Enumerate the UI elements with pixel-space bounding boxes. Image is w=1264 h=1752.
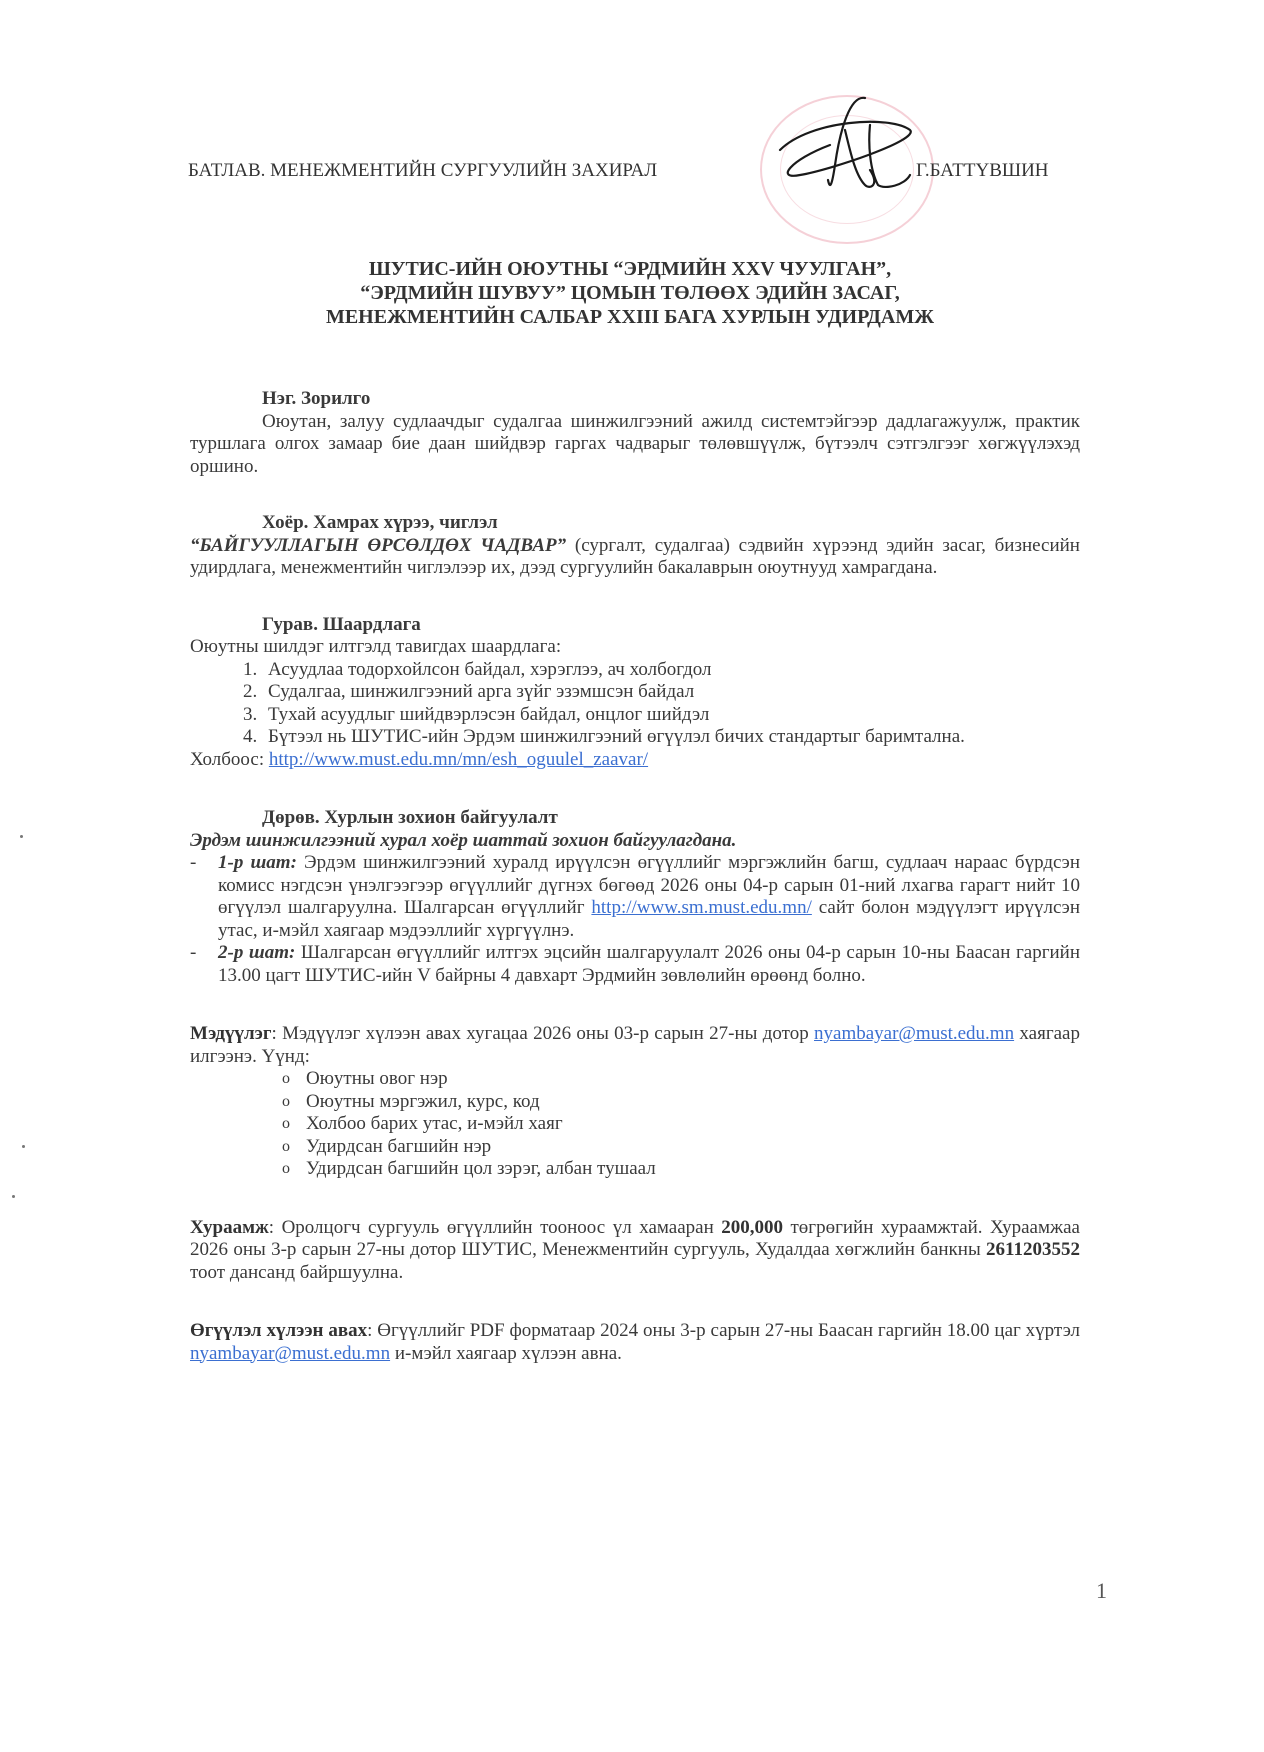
stage-1-text-2: сайт болон мэдүүлэгт ирүүлсэн утас, и-мэйл хаягаар мэдээллийг хүргүүлнэ. xyxy=(218,897,1080,941)
section-3-intro: Оюутны шилдэг илтгэлд тавигдах шаардлага: xyxy=(190,636,562,657)
requirement-item: 1. Асуудлаа тодорхойлсон байдал, хэрэглээ, ач холбогдол xyxy=(262,659,1080,682)
application-items-list xyxy=(190,1068,1080,1181)
guideline-link-line xyxy=(190,749,1080,772)
requirements-list xyxy=(190,659,1080,749)
requirement-item: 4. Бүтээл нь ШУТИС-ийн Эрдэм шинжилгээний өгүүлэл бичих стандартыг баримтална. xyxy=(262,726,1080,749)
application-item: o Холбоо барих утас, и-мэйл хаяг xyxy=(282,1113,1080,1136)
scan-mark xyxy=(12,1195,15,1198)
section-3-heading: Гурав. Шаардлага xyxy=(262,613,421,635)
stage-2-text: Шалгарсан өгүүллийг илтгэх эцсийн шалгаруулалт 2026 оны 04-р сарын 10-ны Баасан гаргийн 13.00 цагт ШУТИС-ийн V байрны 4 давхарт Эрдмийн зөвлөлийн өрөөнд болно. xyxy=(218,942,1080,986)
section-4-intro: Эрдэм шинжилгээний хурал хоёр шаттай зохион байгуулагдана. xyxy=(190,829,737,851)
stage-2-label: 2-р шат: xyxy=(218,942,296,963)
section-2-topic: “БАЙГУУЛЛАГЫН ӨРСӨЛДӨХ ЧАДВАР” xyxy=(190,534,567,556)
application-item: o Оюутны мэргэжил, курс, код xyxy=(282,1091,1080,1114)
section-2-heading: Хоёр. Хамрах хүрээ, чиглэл xyxy=(262,512,498,533)
scan-mark xyxy=(20,835,23,838)
submission-text-2: и-мэйл хаягаар хүлээн авна. xyxy=(390,1342,622,1364)
scan-mark xyxy=(22,1145,25,1148)
stage-1-label: 1-р шат: xyxy=(218,852,297,873)
guideline-link[interactable]: http://www.must.edu.mn/mn/esh_oguulel_zaavar/ xyxy=(268,748,649,770)
submission-email-link[interactable]: nyambayar@must.edu.mn xyxy=(190,1342,391,1364)
page-number: 1 xyxy=(1096,1578,1107,1603)
fee-paragraph xyxy=(190,1217,1080,1285)
fee-amount: 200,000 xyxy=(721,1216,783,1238)
approval-title: БАТЛАВ. МЕНЕЖМЕНТИЙН СУРГУУЛИЙН ЗАХИРАЛ xyxy=(188,160,658,181)
application-label: Мэдүүлэг xyxy=(190,1023,272,1044)
bank-account: 2611203552 xyxy=(986,1239,1080,1260)
title-line-1: ШУТИС-ИЙН ОЮУТНЫ “ЭРДМИЙН XXV ЧУУЛГАН”, xyxy=(368,258,892,280)
sm-site-link[interactable]: http://www.sm.must.edu.mn/ xyxy=(591,897,812,918)
section-4-heading: Дөрөв. Хурлын зохион байгуулалт xyxy=(262,807,558,828)
approver-name: Г.БАТТҮВШИН xyxy=(916,160,1049,181)
submission-text: : Өгүүллийг PDF форматаар 2024 оны 3-р сарын 27-ны Баасан гаргийн 18.00 цаг хүртэл xyxy=(367,1320,1080,1341)
document-body xyxy=(190,388,1080,1365)
application-paragraph xyxy=(190,1023,1080,1068)
fee-text-3: тоот дансанд байршуулна. xyxy=(190,1261,404,1283)
stage-2: - 2-р шат: Шалгарсан өгүүллийг илтгэх эцсийн шалгаруулалт 2026 оны 04-р сарын 10-ны Баасан гаргийн 13.00 цагт ШУТИС-ийн V байрны 4 давхарт Эрдмийн зөвлөлийн өрөөнд болно. xyxy=(190,942,1080,986)
signature-icon xyxy=(770,90,930,200)
requirement-item: 2. Судалгаа, шинжилгээний арга зүйг эзэмшсэн байдал xyxy=(262,681,1080,704)
section-2-body: (сургалт, судалгаа) сэдвийн хүрээнд эдийн засаг, бизнесийн удирдлага, менежментийн чиглэлээр их, дээд сургуулийн бакалаврын оюутнууд хамрагдана. xyxy=(190,534,1080,578)
application-item: o Удирдсан багшийн нэр xyxy=(282,1136,1080,1159)
stage-1-text: Эрдэм шинжилгээний хуралд ирүүлсэн өгүүллийг мэргэжлийн багш, судлаач нараас бүрдсэн комисс нэгдсэн үнэлгээгээр өгүүллийг дүгнэх бөгөөд 2026 оны 04-р сарын 01-ний лхагва гарагт нийт 10 өгүүлэл шалгаруулна. Шалгарсан өгүүллийг xyxy=(218,852,1080,918)
title-line-2: “ЭРДМИЙН ШУВУУ” ЦОМЫН ТӨЛӨӨХ ЭДИЙН ЗАСАГ, xyxy=(360,282,900,304)
section-1-heading: Нэг. Зорилго xyxy=(262,388,371,409)
title-line-3: МЕНЕЖМЕНТИЙН САЛБАР XXIII БАГА ХУРЛЫН УДИРДАМЖ xyxy=(325,306,935,328)
link-label: Холбоос: xyxy=(190,748,269,770)
stage-1: - 1-р шат: Эрдэм шинжилгээний хуралд ирүүлсэн өгүүллийг мэргэжлийн багш, судлаач нараас бүрдсэн комисс нэгдсэн үнэлгээгээр өгүүллийг дүгнэх бөгөөд 2026 оны 04-р сарын 01-ний лхагва гарагт нийт 10 өгүүлэл шалгаруулна. Шалгарсан өгүүллийг http://www.sm.must.edu.mn/ сайт болон мэдүүлэгт ирүүлсэн утас, и-мэйл хаягаар мэдээллийг хүргүүлнэ. xyxy=(190,852,1080,941)
application-email-link[interactable]: nyambayar@must.edu.mn xyxy=(814,1023,1015,1044)
fee-text: : Оролцогч сургууль өгүүллийн тооноос үл хамааран xyxy=(268,1216,722,1238)
application-item: o Оюутны овог нэр xyxy=(282,1068,1080,1091)
application-item: o Удирдсан багшийн цол зэрэг, албан тушаал xyxy=(282,1158,1080,1181)
application-text-2: хаягаар илгээнэ. Үүнд: xyxy=(190,1023,1080,1067)
fee-text-2: төгрөгийн хураамжтай. Хураамжаа 2026 оны 3-р сарын 27-ны дотор ШУТИС, Менежментийн сургууль, Худалдаа хөгжлийн банкны xyxy=(190,1216,1080,1260)
submission-label: Өгүүлэл хүлээн авах xyxy=(190,1320,368,1341)
section-1-text: Оюутан, залуу судлаачдыг судалгаа шинжилгээний ажилд системтэйгээр дадлагажуулж, практик туршлага олгох замаар бие даан шийдвэр гаргах чадварыг төлөвшүүлж, бүтээлч сэтгэлгээг хөгжүүлэхэд оршино. xyxy=(190,410,1080,477)
submission-paragraph xyxy=(190,1320,1080,1365)
section-2-text xyxy=(190,535,1080,580)
fee-label: Хураамж xyxy=(190,1216,269,1238)
requirement-item: 3. Тухай асуудлыг шийдвэрлэсэн байдал, онцлог шийдэл xyxy=(262,704,1080,727)
application-text: : Мэдүүлэг хүлээн авах хугацаа 2026 оны 03-р сарын 27-ны дотор xyxy=(271,1023,815,1044)
document-title xyxy=(200,257,1060,329)
